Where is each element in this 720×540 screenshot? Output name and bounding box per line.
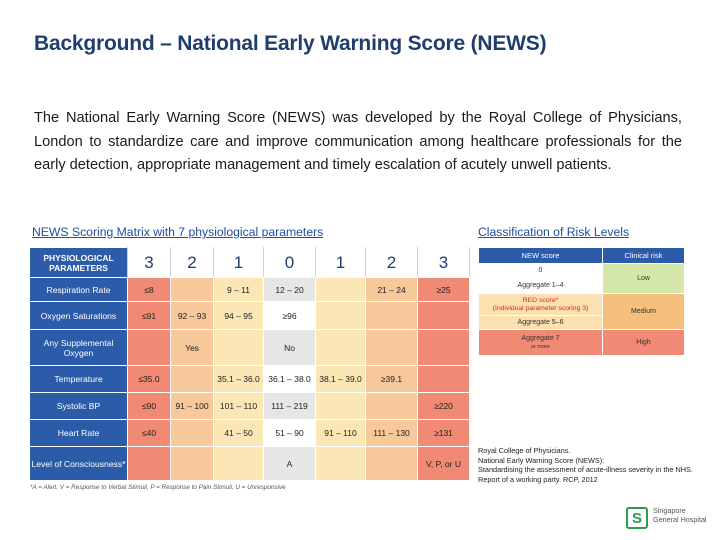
matrix-header-row — [30, 248, 470, 278]
reference-line: Report of a working party. RCP, 2012 — [478, 474, 598, 484]
matrix-cell: 21 – 24 — [366, 278, 418, 302]
matrix-cell: ≥96 — [264, 302, 316, 330]
matrix-cell — [171, 447, 214, 481]
risk-col-score: NEW score — [479, 248, 603, 264]
risk-col-clinical: Clinical risk — [603, 248, 685, 264]
risk-row — [479, 294, 685, 316]
matrix-cell — [418, 302, 470, 330]
matrix-cell: ≥131 — [418, 420, 470, 447]
score-header: 2 — [366, 248, 418, 278]
matrix-cell: 94 – 95 — [214, 302, 264, 330]
logo-text — [653, 507, 707, 524]
matrix-row — [30, 447, 470, 481]
matrix-cell — [128, 447, 171, 481]
matrix-row — [30, 278, 470, 302]
risk-score-cell: Aggregate 5–6 — [479, 316, 603, 330]
matrix-cell: No — [264, 330, 316, 366]
score-header: 1 — [214, 248, 264, 278]
matrix-cell: 35.1 – 36.0 — [214, 366, 264, 393]
matrix-cell: A — [264, 447, 316, 481]
risk-classification-table — [478, 247, 684, 365]
risk-level-medium: Medium — [603, 294, 685, 330]
matrix-cell: Yes — [171, 330, 214, 366]
risk-header-row — [479, 248, 685, 264]
matrix-cell — [316, 393, 366, 420]
matrix-cell — [171, 420, 214, 447]
matrix-cell — [128, 330, 171, 366]
risk-row — [479, 330, 685, 356]
param-label: Oxygen Saturations — [30, 302, 128, 330]
hospital-logo — [626, 504, 716, 534]
matrix-row — [30, 420, 470, 447]
aggregate-7-label: Aggregate 7 — [521, 334, 560, 342]
matrix-row — [30, 302, 470, 330]
matrix-cell: 12 – 20 — [264, 278, 316, 302]
matrix-row — [30, 393, 470, 420]
matrix-cell — [316, 278, 366, 302]
risk-row — [479, 264, 685, 278]
score-header: 3 — [418, 248, 470, 278]
matrix-cell: 38.1 – 39.0 — [316, 366, 366, 393]
matrix-cell — [366, 302, 418, 330]
matrix-cell: 36.1 – 38.0 — [264, 366, 316, 393]
matrix-cell: 91 – 110 — [316, 420, 366, 447]
matrix-row — [30, 330, 470, 366]
matrix-cell — [171, 278, 214, 302]
matrix-cell: ≤91 — [128, 302, 171, 330]
risk-level-high: High — [603, 330, 685, 356]
risk-level-low: Low — [603, 264, 685, 294]
matrix-cell: 41 – 50 — [214, 420, 264, 447]
param-header: PHYSIOLOGICAL PARAMETERS — [30, 248, 128, 278]
param-label: Temperature — [30, 366, 128, 393]
matrix-cell: 111 – 219 — [264, 393, 316, 420]
matrix-cell — [366, 393, 418, 420]
logo-line: Singapore — [653, 506, 686, 515]
matrix-heading: NEWS Scoring Matrix with 7 physiological parameters — [32, 225, 324, 239]
risk-score-cell: Aggregate 1–4 — [479, 278, 603, 294]
score-header: 2 — [171, 248, 214, 278]
param-label: Systolic BP — [30, 393, 128, 420]
matrix-cell — [366, 330, 418, 366]
matrix-cell: 9 – 11 — [214, 278, 264, 302]
score-header: 1 — [316, 248, 366, 278]
matrix-cell — [418, 366, 470, 393]
risk-score-cell: 0 — [479, 264, 603, 278]
red-score-label: RED score* — [522, 296, 559, 304]
page-title: Background – National Early Warning Score (NEWS) — [34, 32, 547, 55]
matrix-cell: ≥220 — [418, 393, 470, 420]
reference-line: Royal College of Physicians. — [478, 446, 571, 455]
red-score-note: (Individual parameter scoring 3) — [492, 304, 589, 312]
matrix-row — [30, 366, 470, 393]
score-header: 0 — [264, 248, 316, 278]
matrix-cell — [214, 330, 264, 366]
matrix-cell — [316, 302, 366, 330]
aggregate-7-note: or more — [531, 343, 550, 350]
matrix-cell: 91 – 100 — [171, 393, 214, 420]
matrix-cell: 51 – 90 — [264, 420, 316, 447]
intro-paragraph: The National Early Warning Score (NEWS) was developed by the Royal College of Physicians, London to standardize care and improve communication among healthcare professionals for the early detection, appropriate management and timely escalation of acutely unwell patients. — [34, 110, 682, 173]
matrix-footnote: *A = Alert, V = Response to Verbal Stimuli, P = Response to Pain Stimuli, U = Unresponsive — [30, 484, 286, 491]
matrix-cell — [171, 366, 214, 393]
param-label: Respiration Rate — [30, 278, 128, 302]
reference-citation — [478, 446, 714, 484]
matrix-cell — [418, 330, 470, 366]
param-label: Any Supplemental Oxygen — [30, 330, 128, 366]
reference-line: National Early Warning Score (NEWS): — [478, 455, 605, 465]
matrix-cell — [366, 447, 418, 481]
matrix-cell: V, P, or U — [418, 447, 470, 481]
matrix-cell — [214, 447, 264, 481]
param-label: Level of Consciousness* — [30, 447, 128, 481]
risk-heading: Classification of Risk Levels — [478, 225, 630, 239]
reference-line: Standardising the assessment of acute-illness severity in the NHS. — [478, 465, 693, 475]
risk-score-cell-high — [479, 330, 603, 356]
matrix-cell — [316, 447, 366, 481]
matrix-cell: ≥25 — [418, 278, 470, 302]
matrix-cell: ≤8 — [128, 278, 171, 302]
matrix-cell — [316, 330, 366, 366]
param-label: Heart Rate — [30, 420, 128, 447]
matrix-cell: ≥39.1 — [366, 366, 418, 393]
matrix-cell: 111 – 130 — [366, 420, 418, 447]
sgh-logo-icon: S — [626, 507, 648, 529]
news-scoring-matrix — [29, 247, 469, 487]
matrix-cell: ≤40 — [128, 420, 171, 447]
matrix-cell: 101 – 110 — [214, 393, 264, 420]
matrix-cell: ≤35.0 — [128, 366, 171, 393]
matrix-cell: 92 – 93 — [171, 302, 214, 330]
risk-score-cell-red — [479, 294, 603, 316]
score-header: 3 — [128, 248, 171, 278]
matrix-cell: ≤90 — [128, 393, 171, 420]
logo-line: General Hospital — [653, 514, 707, 524]
